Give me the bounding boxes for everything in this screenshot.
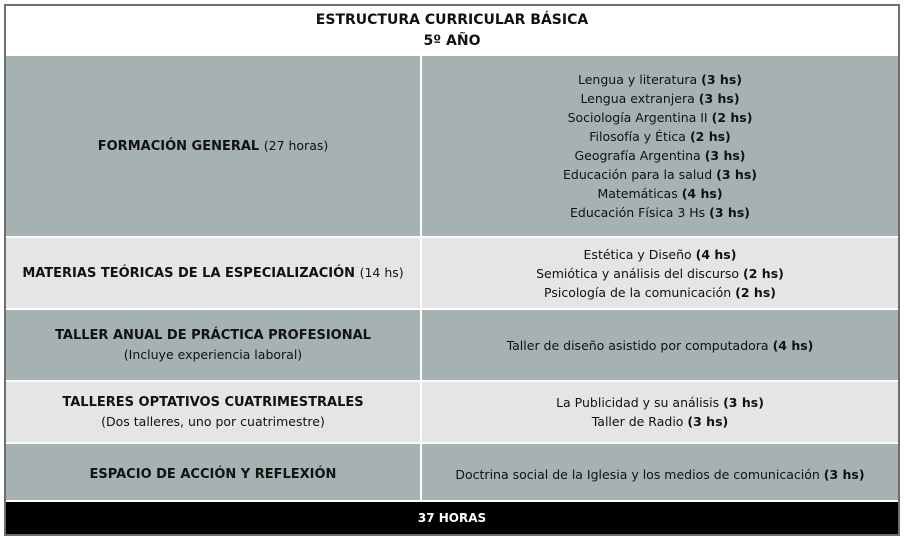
category-title (55, 326, 371, 345)
table-row (6, 236, 898, 308)
subject-name: La Publicidad y su análisis (556, 395, 720, 410)
subject-hours: (4 hs) (772, 337, 814, 353)
subject-item (563, 165, 757, 184)
category-name: FORMACIÓN GENERAL (97, 139, 260, 154)
category-name: MATERIAS TEÓRICAS DE LA ESPECIALIZACIÓN (22, 266, 356, 281)
title-line-2: 5º AÑO (423, 33, 481, 49)
subject-name: Educación para la salud (563, 167, 713, 182)
subject-hours: (3 hs) (687, 414, 729, 429)
subject-name: Estética y Diseño (583, 246, 692, 262)
subject-name: Lengua extranjera (580, 91, 695, 106)
subject-hours: (3 hs) (723, 395, 764, 410)
subject-hours: (2 hs) (743, 265, 784, 281)
subject-hours: (3 hs) (701, 72, 742, 87)
category-title (90, 465, 337, 484)
subject-item (589, 127, 731, 146)
subject-name: Semiótica y análisis del discurso (536, 265, 740, 281)
curriculum-table (4, 4, 900, 536)
subject-item (597, 184, 722, 203)
subjects-cell (422, 310, 898, 380)
subject-name: Educación Física 3 Hs (570, 205, 706, 220)
subject-name: Lengua y literatura (578, 72, 698, 87)
subject-hours: (3 hs) (716, 167, 757, 182)
category-name: TALLERES OPTATIVOS CUATRIMESTRALES (62, 395, 364, 410)
category-title (62, 393, 363, 412)
table-row (6, 54, 898, 236)
total-hours: 37 HORAS (6, 500, 898, 534)
category-title (98, 136, 329, 156)
category-name: ESPACIO DE ACCIÓN Y REFLEXIÓN (89, 466, 337, 482)
category-cell (6, 238, 422, 308)
subject-name: Psicología de la comunicación (544, 284, 732, 300)
subject-hours: (4 hs) (681, 186, 723, 201)
category-hours: (14 hs) (359, 265, 404, 280)
subject-item (507, 336, 814, 355)
subject-hours: (2 hs) (689, 129, 731, 144)
subject-item (574, 146, 745, 165)
subject-name: Filosofía y Ética (589, 129, 686, 144)
category-cell (6, 310, 422, 380)
subject-hours: (2 hs) (711, 110, 753, 125)
subject-hours: (3 hs) (823, 466, 865, 482)
subject-item (455, 465, 864, 484)
subject-item (568, 108, 753, 127)
category-title (22, 263, 403, 283)
subject-name: Doctrina social de la Iglesia y los medios de comunicación (455, 466, 820, 482)
table-row (6, 308, 898, 380)
subject-name: Sociología Argentina II (567, 110, 708, 125)
subject-hours: (2 hs) (735, 284, 776, 300)
subject-hours: (3 hs) (704, 148, 746, 163)
table-title (6, 6, 898, 54)
category-hours: (27 horas) (263, 138, 329, 153)
subjects-cell (422, 56, 898, 236)
subject-item (556, 393, 764, 412)
subject-item (544, 283, 776, 302)
subject-item (536, 264, 784, 283)
subject-name: Geografía Argentina (574, 148, 701, 163)
subjects-cell (422, 238, 898, 308)
category-note: (Incluye experiencia laboral) (123, 347, 303, 362)
subject-item (580, 89, 739, 108)
subjects-cell (422, 382, 898, 442)
subject-name: Taller de Radio (591, 414, 684, 429)
subject-name: Matemáticas (597, 186, 678, 201)
subjects-cell (422, 444, 898, 504)
category-name: TALLER ANUAL DE PRÁCTICA PROFESIONAL (55, 328, 371, 343)
category-note: (Dos talleres, uno por cuatrimestre) (101, 414, 325, 429)
category-cell (6, 444, 422, 504)
subject-hours: (3 hs) (698, 91, 740, 106)
subject-name: Taller de diseño asistido por computadora (506, 337, 769, 353)
title-line-1: ESTRUCTURA CURRICULAR BÁSICA (315, 12, 589, 28)
subject-item (578, 70, 742, 89)
category-cell (6, 56, 422, 236)
subject-hours: (3 hs) (709, 205, 750, 220)
subject-item (592, 412, 729, 431)
subject-hours: (4 hs) (695, 246, 737, 262)
table-row (6, 380, 898, 442)
category-cell (6, 382, 422, 442)
subject-item (570, 203, 750, 222)
subject-item (584, 245, 737, 264)
table-row (6, 442, 898, 504)
